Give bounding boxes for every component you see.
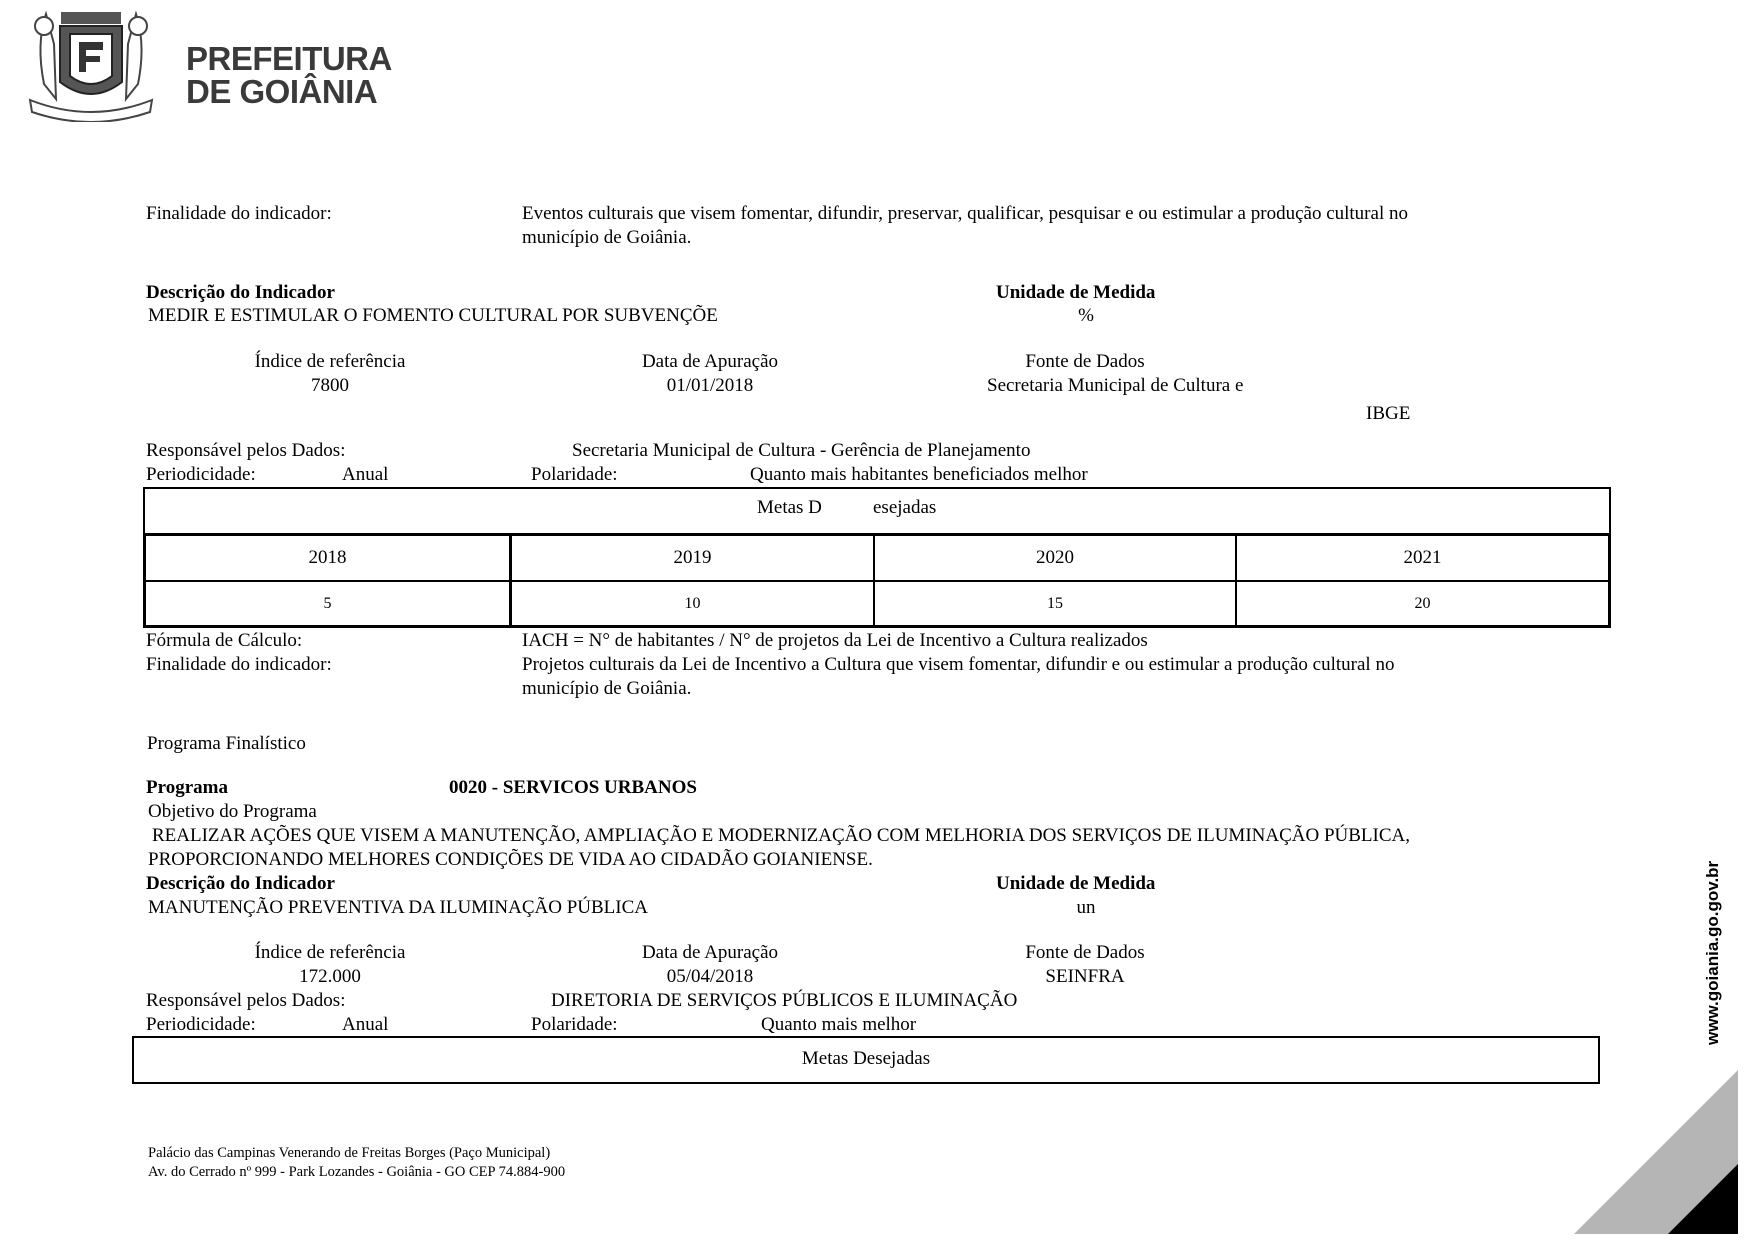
polaridade-label-3: Polaridade: [531, 1014, 618, 1035]
data-apuracao-label-2: Data de Apuração [641, 351, 779, 372]
corner-triangle-decoration [1574, 1070, 1754, 1240]
footer-address-line1: Palácio das Campinas Venerando de Freitas Borges (Paço Municipal) [148, 1145, 551, 1161]
polaridade-label-2: Polaridade: [531, 464, 618, 485]
finalidade-value-2-line2: município de Goiânia. [522, 678, 692, 699]
programa-finalistico-label: Programa Finalístico [147, 733, 306, 754]
polaridade-value-2: Quanto mais habitantes beneficiados melhor [750, 464, 1088, 485]
responsavel-label-2: Responsável pelos Dados: [146, 440, 346, 461]
unidade-label-3: Unidade de Medida [996, 873, 1156, 894]
metas-year-2019: 2019 [510, 535, 874, 581]
unidade-value-2: % [1078, 305, 1094, 326]
logo-line-2: DE GOIÂNIA [186, 73, 378, 110]
polaridade-value-3: Quanto mais melhor [761, 1014, 917, 1035]
finalidade-value-1-line2: município de Goiânia. [522, 227, 692, 248]
responsavel-value-2: Secretaria Municipal de Cultura - Gerência de Planejamento [572, 440, 1031, 461]
data-apuracao-value-2: 01/01/2018 [666, 375, 754, 396]
metas-year-2020: 2020 [874, 535, 1236, 581]
metas-table-1 [143, 487, 1611, 628]
metas-table-2 [132, 1036, 1600, 1084]
indice-value-2: 7800 [311, 375, 349, 396]
descricao-label-2: Descrição do Indicador [146, 282, 335, 303]
responsavel-label-3: Responsável pelos Dados: [146, 990, 346, 1011]
logo-wordmark [186, 42, 392, 108]
coat-of-arms-logo [16, 4, 166, 122]
data-apuracao-value-3: 05/04/2018 [666, 966, 754, 987]
indice-label-2: Índice de referência [254, 351, 406, 372]
formula-value: IACH = N° de habitantes / N° de projetos da Lei de Incentivo a Cultura realizados [522, 630, 1148, 651]
finalidade-label-1: Finalidade do indicador: [146, 203, 332, 224]
metas-value-2020: 15 [874, 581, 1236, 626]
fonte-value-3: SEINFRA [1045, 966, 1125, 987]
indice-label-3: Índice de referência [254, 942, 406, 963]
objetivo-line1: REALIZAR AÇÕES QUE VISEM A MANUTENÇÃO, AMPLIAÇÃO E MODERNIZAÇÃO COM MELHORIA DOS SERVIÇOS DE ILUMINAÇÃO PÚBLICA, [152, 825, 1410, 846]
unidade-value-3: un [1076, 897, 1096, 918]
unidade-label-2: Unidade de Medida [996, 282, 1156, 303]
programa-value: 0020 - SERVICOS URBANOS [449, 777, 697, 798]
periodicidade-label-2: Periodicidade: [146, 464, 256, 485]
descricao-value-3: MANUTENÇÃO PREVENTIVA DA ILUMINAÇÃO PÚBLICA [148, 897, 648, 918]
data-apuracao-label-3: Data de Apuração [641, 942, 779, 963]
objetivo-line2: PROPORCIONANDO MELHORES CONDIÇÕES DE VIDA AO CIDADÃO GOIANIENSE. [148, 849, 873, 870]
metas-title-1-left: Metas D [757, 497, 822, 518]
metas-value-2018: 5 [145, 581, 510, 626]
formula-label: Fórmula de Cálculo: [146, 630, 303, 651]
logo-line-1: PREFEITURA [186, 40, 392, 77]
metas-year-2021: 2021 [1236, 535, 1609, 581]
finalidade-value-1-line1: Eventos culturais que visem fomentar, difundir, preservar, qualificar, pesquisar e ou estimular a produção cultural no [522, 203, 1408, 224]
finalidade-value-2-line1: Projetos culturais da Lei de Incentivo a Cultura que visem fomentar, difundir e ou estimular a produção cultural no [522, 654, 1395, 675]
fonte-value-2-line2: IBGE [1366, 403, 1411, 424]
metas-value-2021: 20 [1236, 581, 1609, 626]
finalidade-label-2: Finalidade do indicador: [146, 654, 332, 675]
indice-value-3: 172.000 [299, 966, 361, 987]
metas-title-1-right: esejadas [873, 497, 937, 518]
footer-address-line2: Av. do Cerrado nº 999 - Park Lozandes - Goiânia - GO CEP 74.884-900 [148, 1164, 566, 1180]
fonte-label-3: Fonte de Dados [1025, 942, 1145, 963]
metas-title-2: Metas Desejadas [801, 1048, 931, 1069]
periodicidade-label-3: Periodicidade: [146, 1014, 256, 1035]
metas-title-1 [145, 489, 1609, 535]
responsavel-value-3: DIRETORIA DE SERVIÇOS PÚBLICOS E ILUMINAÇÃO [551, 990, 1018, 1011]
fonte-label-2: Fonte de Dados [1025, 351, 1145, 372]
periodicidade-value-3: Anual [342, 1014, 389, 1035]
programa-label: Programa [146, 777, 228, 798]
metas-value-2019: 10 [510, 581, 874, 626]
periodicidade-value-2: Anual [342, 464, 389, 485]
metas-year-2018: 2018 [145, 535, 510, 581]
objetivo-label: Objetivo do Programa [148, 801, 317, 822]
descricao-label-3: Descrição do Indicador [146, 873, 335, 894]
descricao-value-2: MEDIR E ESTIMULAR O FOMENTO CULTURAL POR SUBVENÇÕE [148, 305, 718, 326]
fonte-value-2-line1: Secretaria Municipal de Cultura e [987, 375, 1244, 396]
website-vertical-text: www.goiania.go.gov.br [1703, 860, 1722, 1045]
